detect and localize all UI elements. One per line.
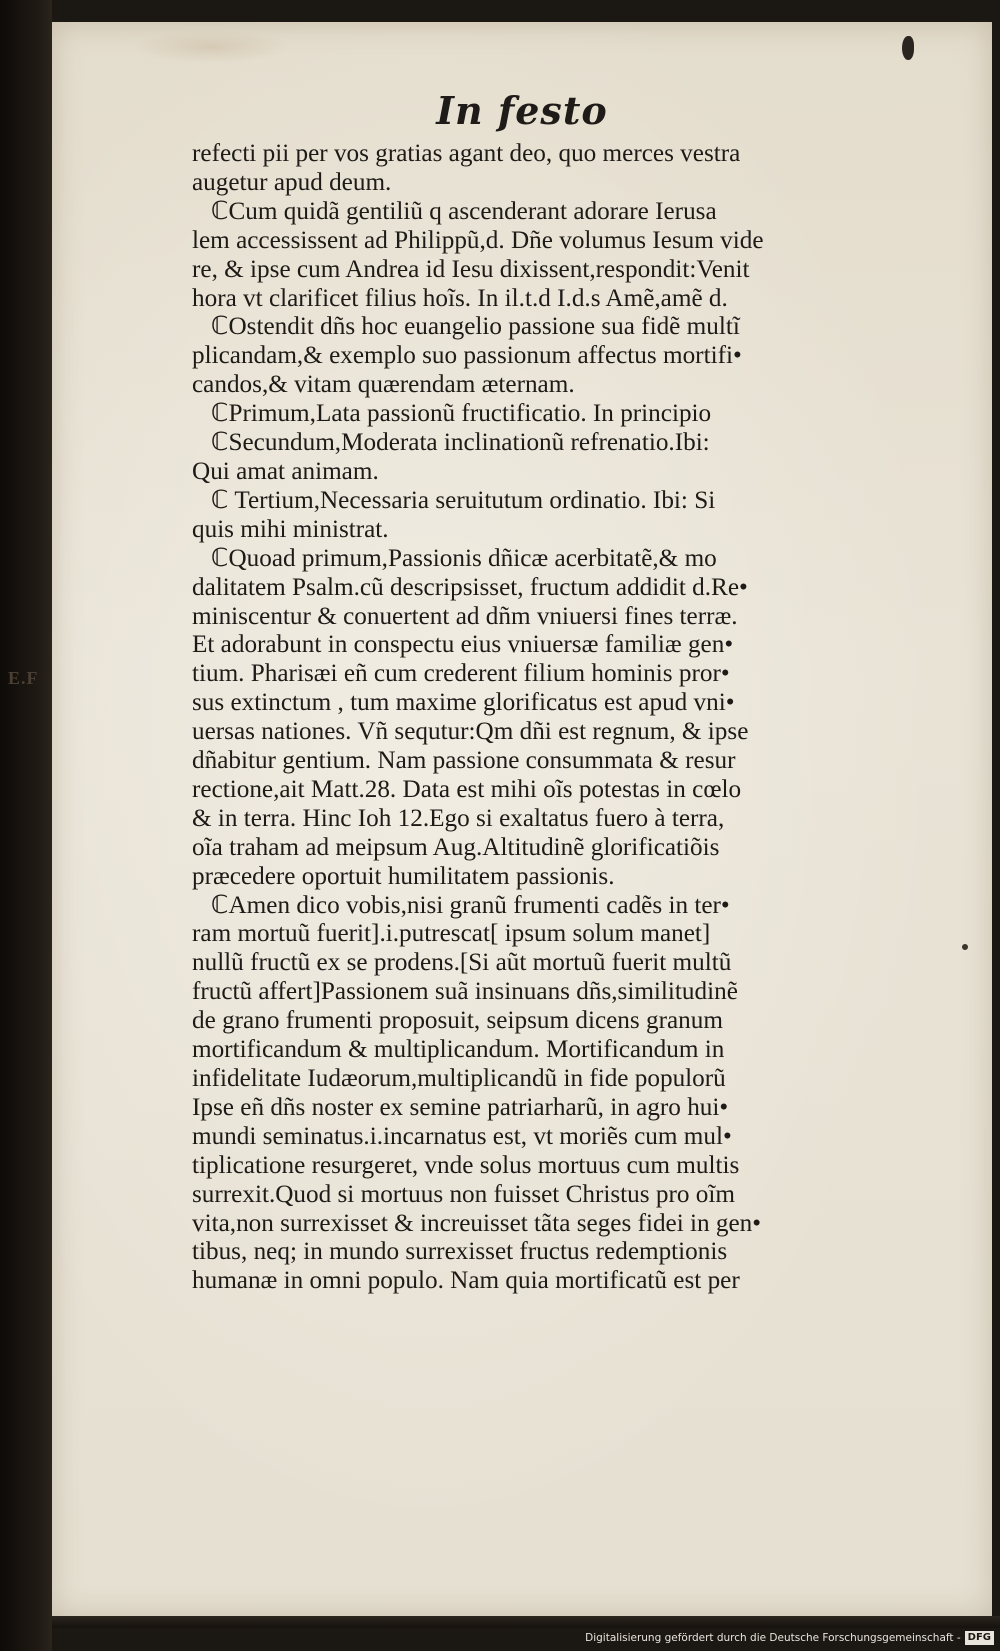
text-line: tiplicatione resurgeret, vnde solus mortuus cum multis — [192, 1151, 740, 1179]
dfg-logo: DFG — [965, 1631, 994, 1645]
text-line: sus extinctum , tum maxime glorificatus est apud vni• — [192, 689, 735, 717]
footer-text: Digitalisierung gefördert durch die Deutsche Forschungsgemeinschaft - — [585, 1632, 961, 1644]
ink-blot — [902, 36, 914, 60]
text-line: mortificandum & multiplicandum. Mortificandum in — [192, 1036, 725, 1064]
text-line: surrexit.Quod si mortuus non fuisset Christus pro oĩm — [192, 1180, 735, 1208]
text-line: præcedere oportuit humilitatem passionis. — [192, 862, 615, 890]
text-line: rectione,ait Matt.28. Data est mihi oĩs potestas in cœlo — [192, 775, 742, 803]
digitization-credit — [585, 1629, 994, 1647]
text-line: Qui amat animam. — [192, 457, 379, 485]
text-line: mundi seminatus.i.incarnatus est, vt moriẽs cum mul• — [192, 1122, 732, 1150]
text-line: quis mihi ministrat. — [192, 515, 389, 543]
ink-dot — [962, 944, 968, 950]
text-line: ℂPrimum,Lata passionũ fructificatio. In principio — [192, 400, 712, 428]
text-line: humanæ in omni populo. Nam quia mortificatũ est per — [192, 1267, 740, 1295]
text-line: hora vt clarificet filius hoĩs. In il.t.d I.d.s Amẽ,amẽ d. — [192, 284, 728, 312]
text-line: Et adorabunt in conspectu eius vniuersæ familiæ gen• — [192, 631, 734, 659]
text-line: plicandam,& exemplo suo passionum affectus mortifi• — [192, 342, 742, 370]
text-line: augetur apud deum. — [192, 168, 392, 196]
text-line: tibus, neq; in mundo surrexisset fructus redemptionis — [192, 1238, 728, 1266]
page-stain — [132, 30, 292, 64]
running-title: In festo — [436, 88, 608, 133]
text-line: ℂAmen dico vobis,nisi granũ frumenti cadẽs in ter• — [192, 891, 730, 919]
text-line: ℂOstendit dñs hoc euangelio passione sua fidẽ multĩ — [192, 313, 740, 341]
book-edge-left — [0, 0, 52, 1651]
text-line: tium. Pharisæi eñ cum crederent filium hominis pror• — [192, 660, 730, 688]
margin-fragment: E.F — [8, 668, 39, 688]
text-line: ℂSecundum,Moderata inclinationũ refrenatio.Ibi: — [192, 429, 710, 457]
text-line: uersas nationes. Vñ sequtur:Qm dñi est regnum, & ipse — [192, 718, 749, 746]
text-line: refecti pii per vos gratias agant deo, quo merces vestra — [192, 140, 741, 167]
text-line: miniscentur & conuertent ad dñm vniuersi fines terræ. — [192, 602, 738, 630]
text-line: Ipse eñ dñs noster ex semine patriarharũ, in agro hui• — [192, 1093, 729, 1121]
text-line: fructũ affert]Passionem suã insinuans dñs,similitudinẽ — [192, 978, 738, 1006]
text-line: dalitatem Psalm.cũ descripsisset, fructum addidit d.Re• — [192, 573, 748, 601]
text-line: dñabitur gentium. Nam passione consummata & resur — [192, 747, 736, 775]
text-line: de grano frumenti proposuit, seipsum dicens granum — [192, 1007, 723, 1035]
text-line: ℂQuoad primum,Passionis dñicæ acerbitatẽ,& mo — [192, 544, 717, 572]
text-line: & in terra. Hinc Ioh 12.Ego si exaltatus fuero à terra, — [192, 804, 725, 832]
text-line: ℂCum quidã gentiliũ q ascenderant adorare Ierusa — [192, 197, 717, 225]
text-line: candos,& vitam quærendam æternam. — [192, 371, 575, 399]
text-line: nullũ fructũ ex se prodens.[Si aũt mortuũ fuerit multũ — [192, 949, 732, 977]
text-line: ram mortuũ fuerit].i.putrescat[ ipsum solum manet] — [192, 920, 711, 948]
text-line: oĩa traham ad meipsum Aug.Altitudinẽ glorificatiõis — [192, 833, 720, 861]
text-line: infidelitate Iudæorum,multiplicandũ in fide populorũ — [192, 1065, 726, 1092]
book-edge-bottom — [52, 1616, 1000, 1628]
page-body-text — [192, 140, 882, 1296]
text-line: ℂ Tertium,Necessaria seruitutum ordinatio. Ibi: Si — [192, 486, 716, 514]
text-line: re, & ipse cum Andrea id Iesu dixissent,respondit:Venit — [192, 255, 750, 283]
text-line: lem accessissent ad Philippũ,d. Dñe volumus Iesum vide — [192, 226, 764, 254]
text-line: vita,non surrexisset & increuisset tãta seges fidei in gen• — [192, 1209, 762, 1237]
